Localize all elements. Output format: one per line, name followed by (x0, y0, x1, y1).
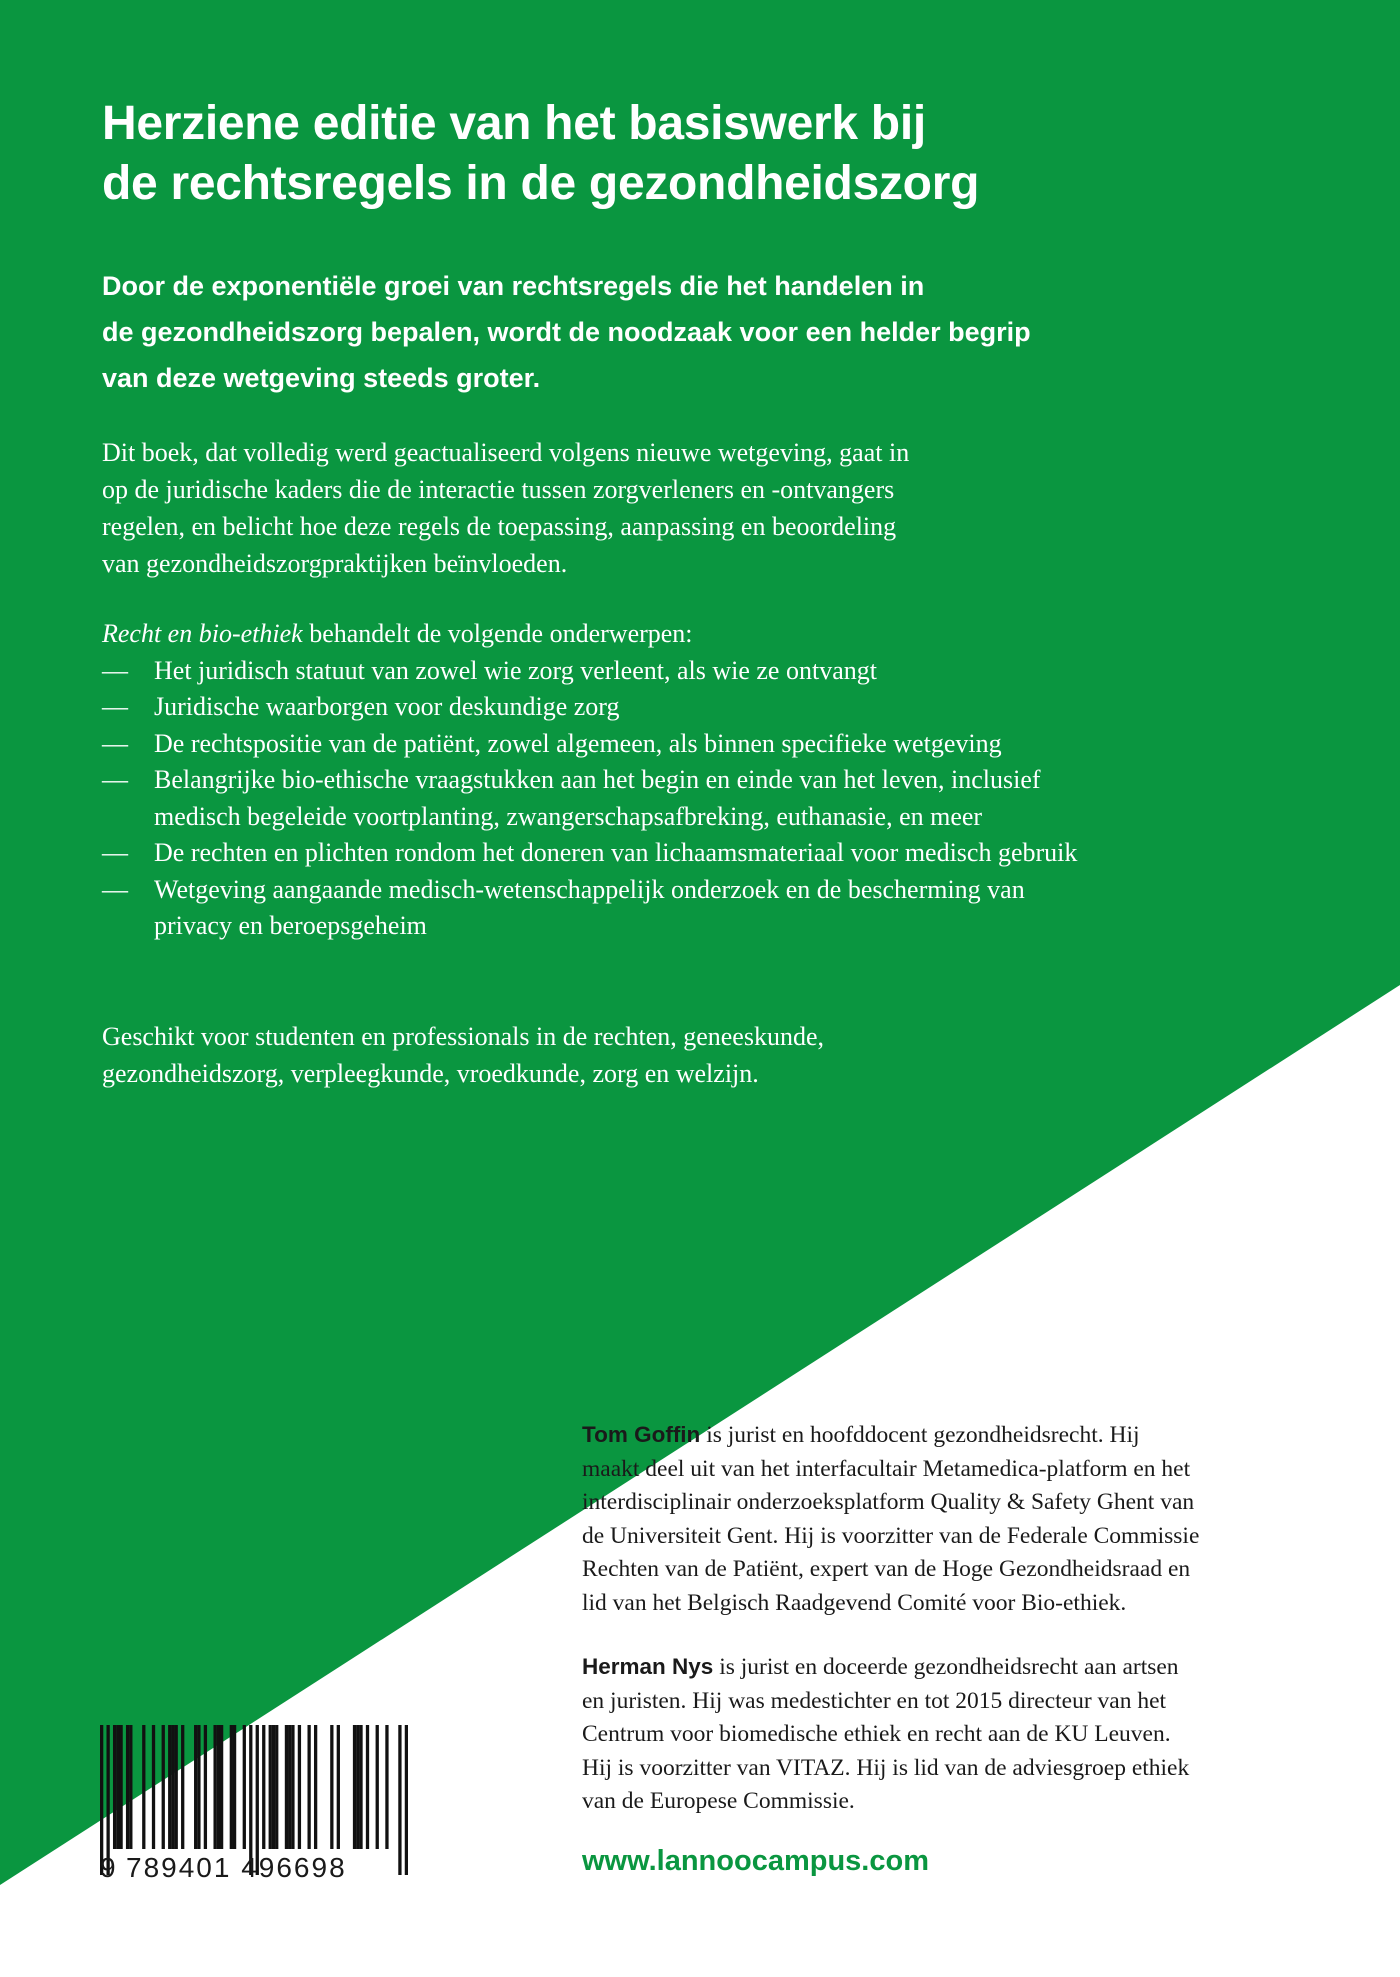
intro-paragraph (102, 263, 1302, 401)
barcode-bar (366, 1725, 369, 1849)
barcode-bar (213, 1725, 216, 1849)
barcode-bar (175, 1725, 178, 1849)
barcode-bar (194, 1725, 197, 1849)
intro-line: van deze wetgeving steeds groter. (102, 363, 541, 393)
barcode-bar (385, 1725, 388, 1849)
barcode-bar (291, 1725, 294, 1849)
dash-bullet: — (102, 874, 128, 904)
description-paragraph (102, 434, 1302, 582)
barcode-bar (230, 1725, 233, 1849)
barcode-bar (142, 1725, 145, 1849)
bio-line: van de Europese Commissie. (582, 1788, 855, 1814)
barcode-bar (285, 1725, 288, 1849)
topic-item (102, 726, 1302, 763)
author-name: Tom Goffin (582, 1422, 701, 1447)
publisher-website[interactable]: www.lannoocampus.com (582, 1845, 929, 1877)
topic-text: De rechten en plichten rondom het doneren van lichaamsmateriaal voor medisch gebruik (154, 838, 1078, 867)
barcode-bar (298, 1725, 301, 1849)
topic-text: Belangrijke bio-ethische vraagstukken aan het begin en einde van het leven, inclusief (154, 765, 1041, 794)
dash-bullet: — (102, 765, 128, 794)
author-bio-goffin (582, 1418, 1342, 1620)
author-name: Herman Nys (582, 1654, 714, 1679)
barcode-bar (204, 1725, 207, 1849)
headline (102, 94, 1302, 214)
barcode-bar (113, 1725, 116, 1849)
barcode-bar (337, 1725, 340, 1849)
barcode-bar (330, 1725, 333, 1849)
headline-line: Herziene editie van het basiswerk bij (102, 97, 926, 150)
description-line: regelen, en belicht hoe deze regels de toepassing, aanpassing en beoordeling (102, 512, 897, 541)
barcode-bar (197, 1725, 200, 1849)
barcode-bar (307, 1725, 310, 1849)
isbn-first-digit: 9 (100, 1852, 116, 1883)
barcode-bar (272, 1725, 275, 1849)
topic-text: De rechtspositie van de patiënt, zowel algemeen, als binnen specifieke wetgeving (154, 728, 1002, 758)
barcode-bar (243, 1725, 246, 1849)
topic-item (102, 762, 1302, 835)
barcode-bar (288, 1725, 291, 1849)
barcode-bar (233, 1725, 236, 1849)
dash-bullet: — (102, 655, 128, 685)
dash-bullet: — (102, 838, 128, 867)
isbn-digits: 789401 496698 (126, 1852, 347, 1883)
barcode-bar (398, 1725, 401, 1875)
description-line: op de juridische kaders die de interactie tussen zorgverleners en -ontvangers (102, 475, 895, 504)
topic-text: Juridische waarborgen voor deskundige zorg (154, 692, 620, 721)
description-line: van gezondheidszorgpraktijken beïnvloeden. (102, 549, 568, 578)
bio-line: Hij is voorzitter van VITAZ. Hij is lid van de adviesgroep ethiek (582, 1754, 1190, 1781)
bio-line: de Universiteit Gent. Hij is voorzitter van de Federale Commissie (582, 1522, 1200, 1549)
barcode-bar (275, 1725, 278, 1849)
intro-line: de gezondheidszorg bepalen, wordt de noodzaak voor een helder begrip (102, 317, 1031, 347)
topic-item (102, 835, 1302, 872)
barcode-bar (359, 1725, 362, 1849)
barcode-bar (181, 1725, 184, 1849)
dash-bullet: — (102, 728, 128, 758)
author-bio-nys (582, 1650, 1342, 1819)
barcode-bar (116, 1725, 119, 1849)
topics-intro-text: behandelt de volgende onderwerpen: (302, 619, 693, 648)
barcode-bar (168, 1725, 171, 1849)
barcode-bar (356, 1725, 359, 1849)
topic-text: medisch begeleide voortplanting, zwangerschapsafbreking, euthanasie, en meer (154, 801, 983, 831)
barcode-bar (353, 1725, 356, 1849)
topic-item (102, 872, 1302, 945)
topic-text: privacy en beroepsgeheim (154, 911, 427, 940)
barcode-bar (171, 1725, 174, 1849)
topic-item (102, 653, 1302, 690)
barcode-bar (405, 1725, 408, 1875)
bio-line: lid van het Belgisch Raadgevend Comité voor Bio-ethiek. (582, 1589, 1127, 1616)
topic-item (102, 689, 1302, 726)
bio-line: interdisciplinair onderzoeksplatform Quality & Safety Ghent van (582, 1489, 1195, 1515)
barcode-bar (129, 1725, 132, 1849)
audience-line: gezondheidszorg, verpleegkunde, vroedkunde, zorg en welzijn. (102, 1059, 759, 1088)
bio-text: is jurist en hoofddocent gezondheidsrecht. Hij (700, 1422, 1140, 1448)
barcode-bar (269, 1725, 272, 1849)
topics-section (102, 616, 1302, 945)
topic-text: Het juridisch statuut van zowel wie zorg verleent, als wie ze ontvangt (154, 655, 877, 685)
audience-line: Geschikt voor studenten en professionals in de rechten, geneeskunde, (102, 1022, 825, 1051)
topic-text: Wetgeving aangaande medisch-wetenschappelijk onderzoek en de bescherming van (154, 874, 1025, 904)
barcode-bar (217, 1725, 220, 1849)
barcode-bar (314, 1725, 317, 1849)
book-title-italic: Recht en bio-ethiek (102, 619, 303, 648)
intro-line: Door de exponentiële groei van rechtsregels die het handelen in (102, 271, 925, 301)
topics-list (102, 653, 1302, 945)
topics-intro (102, 616, 1302, 653)
bio-text: is jurist en doceerde gezondheidsrecht aan artsen (713, 1654, 1179, 1680)
description-line: Dit boek, dat volledig werd geactualiseerd volgens nieuwe wetgeving, gaat in (102, 438, 910, 467)
barcode-bar (152, 1725, 155, 1849)
barcode-bar (376, 1725, 379, 1849)
bio-line: Centrum voor biomedische ethiek en recht aan de KU Leuven. (582, 1721, 1171, 1747)
barcode-bar (262, 1725, 265, 1849)
audience-paragraph (102, 1018, 1302, 1092)
barcode-bar (119, 1725, 122, 1849)
headline-line: de rechtsregels in de gezondheidszorg (102, 157, 980, 210)
barcode-bar (126, 1725, 129, 1849)
barcode-bar (162, 1725, 165, 1849)
bio-line: maakt deel uit van het interfacultair Metamedica-platform en het (582, 1455, 1191, 1482)
dash-bullet: — (102, 692, 128, 721)
barcode-bar (220, 1725, 223, 1849)
bio-line: Rechten van de Patiënt, expert van de Hoge Gezondheidsraad en (582, 1556, 1191, 1582)
bio-line: en juristen. Hij was medestichter en tot 2015 directeur van het (582, 1687, 1167, 1714)
